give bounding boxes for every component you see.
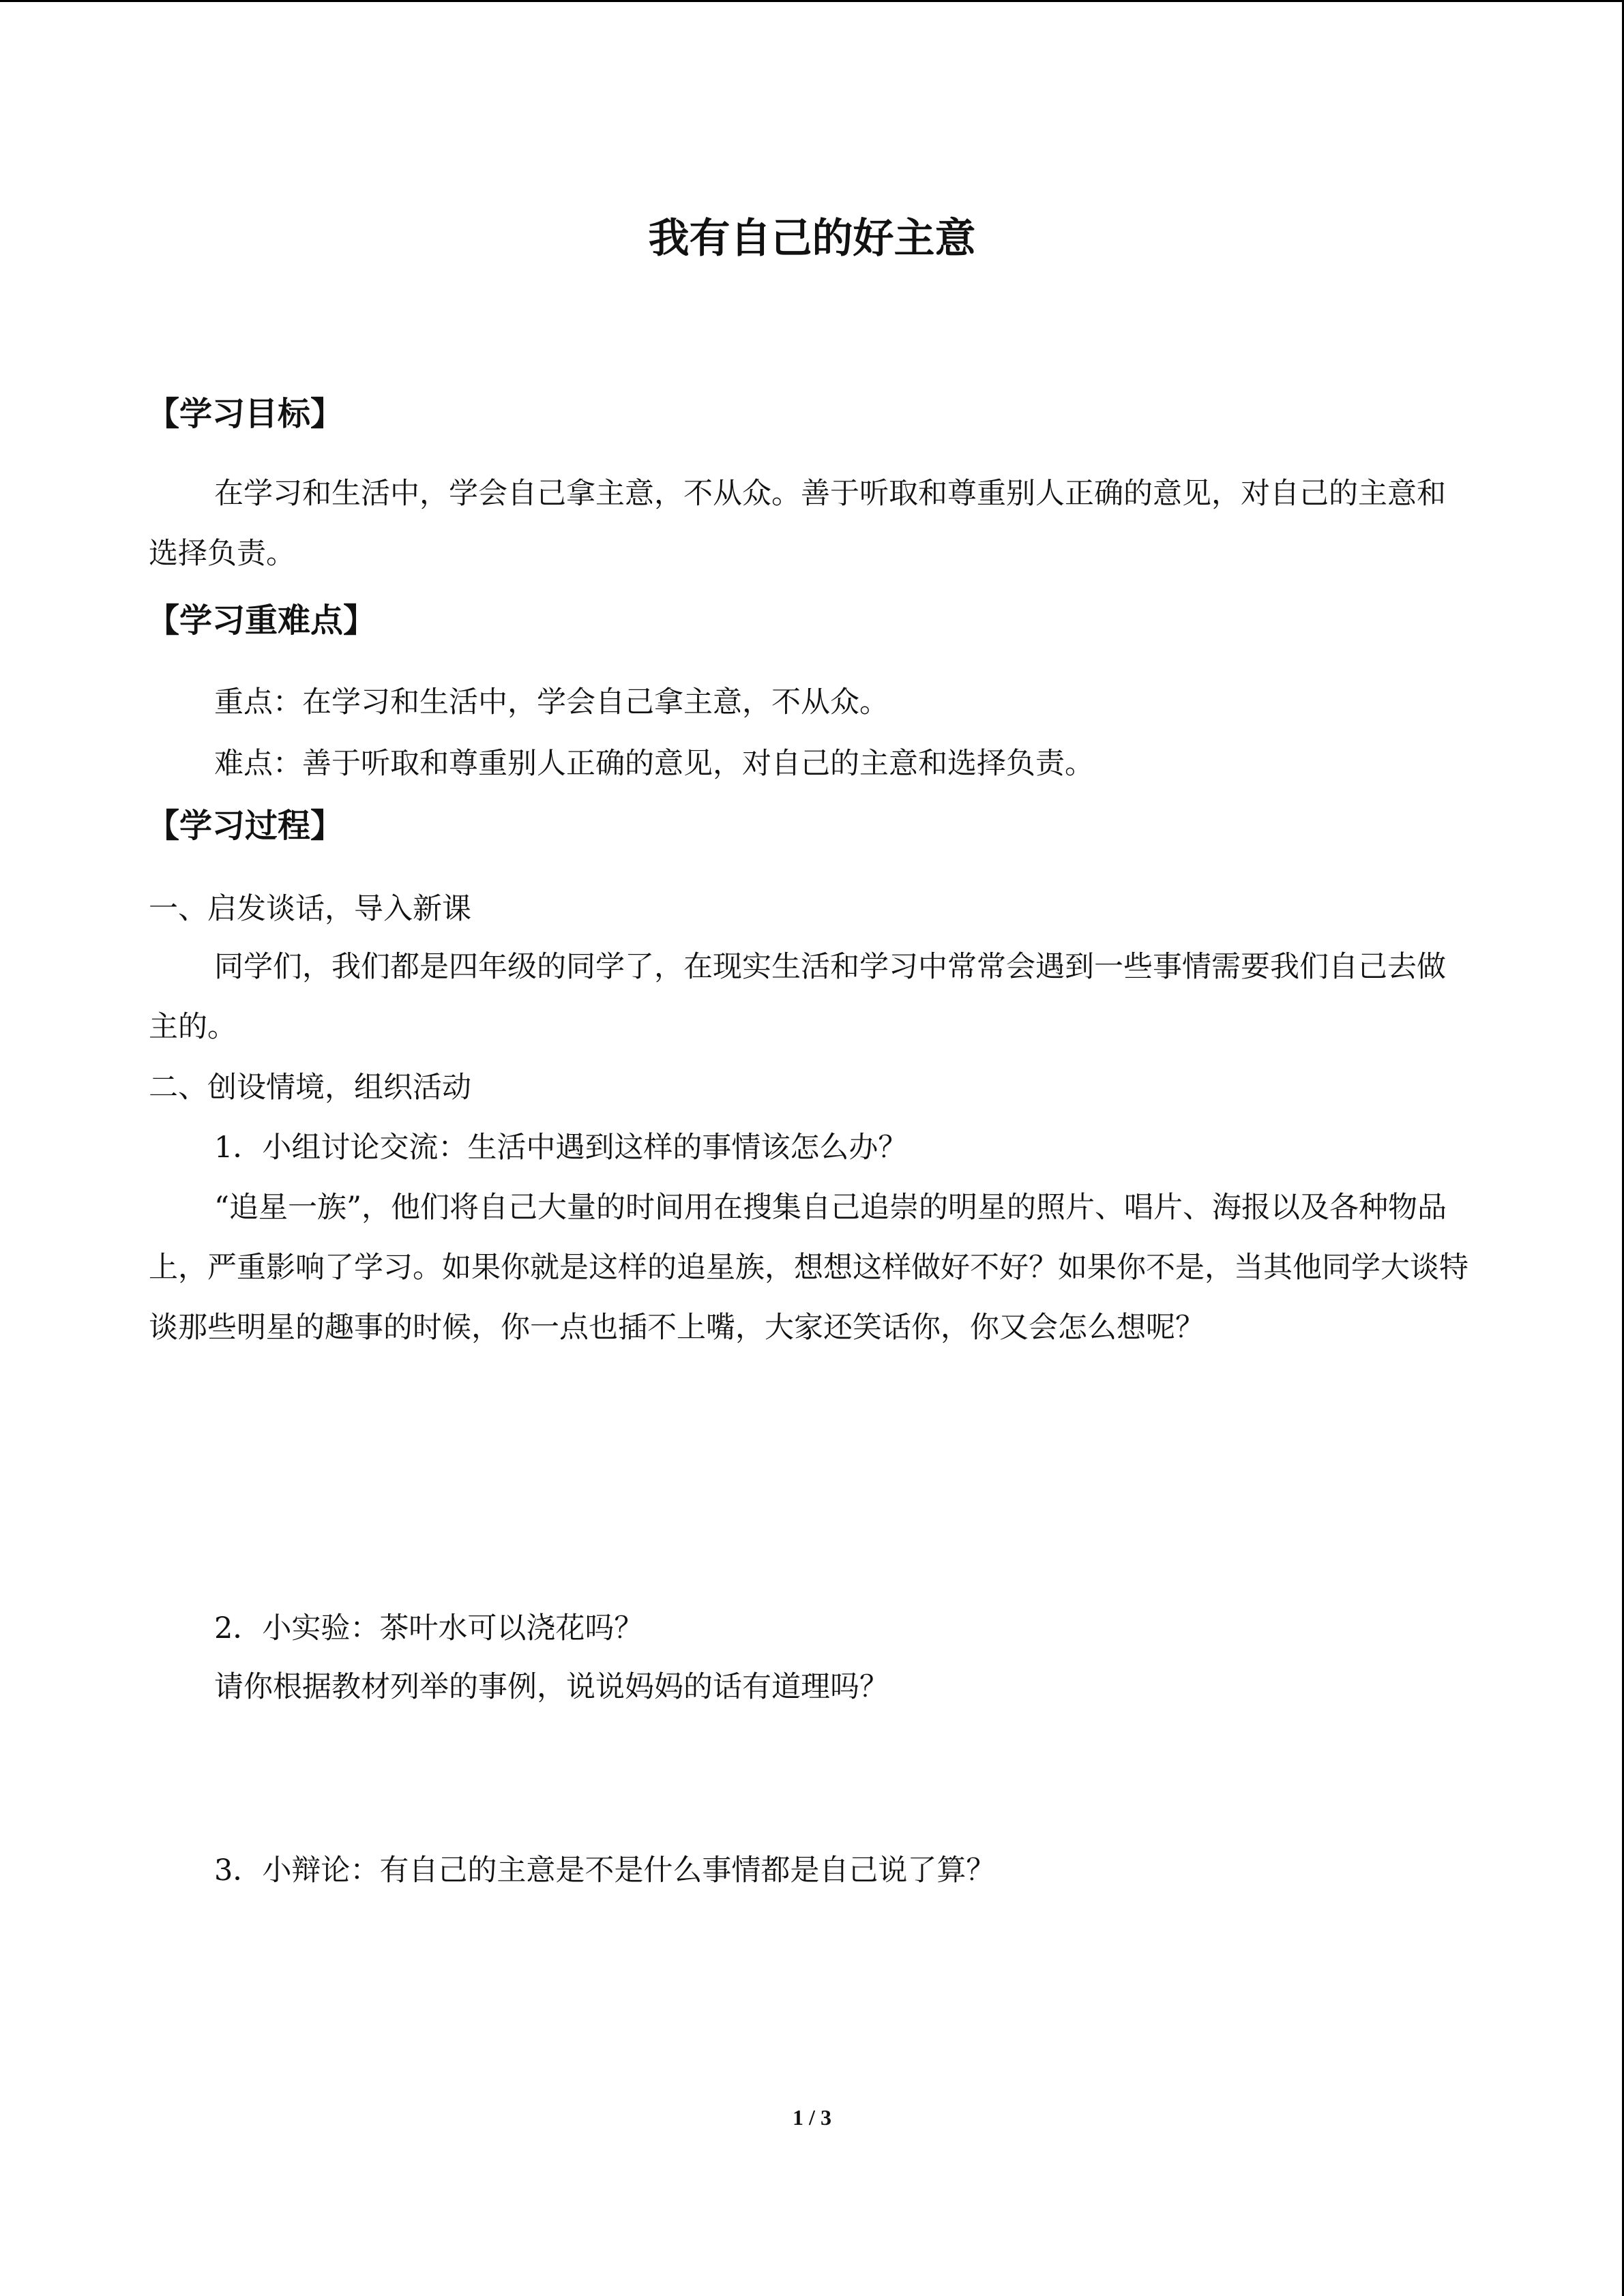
process-part2-title: 二、创设情境，组织活动 (149, 1071, 471, 1105)
process-item2-title: 2．小实验：茶叶水可以浇花吗？ (214, 1611, 644, 1645)
process-item3-title: 3．小辩论：有自己的主意是不是什么事情都是自己说了算？ (214, 1853, 996, 1888)
page-number: 1 / 3 (793, 2105, 831, 2130)
heading-process: 【学习过程】 (147, 807, 344, 845)
process-item1-text: “追星一族”，他们将自己大量的时间用在搜集自己追崇的明星的照片、唱片、海报以及各种物品上，严重影响了学习。如果你就是这样的追星族，想想这样做好不好？如果你不是，当其他同学大谈特谈那些明星的趣事的时候，你一点也插不上嘴，大家还笑话你，你又会怎么想呢？ (149, 1191, 1468, 1345)
objectives-text: 在学习和生活中，学会自己拿主意，不从众。善于听取和尊重别人正确的意见，对自己的主意和选择负责。 (149, 477, 1446, 571)
process-item2-text: 请你根据教材列举的事例，说说妈妈的话有道理吗？ (214, 1670, 889, 1704)
key-points-difficulty: 难点：善于听取和尊重别人正确的意见，对自己的主意和选择负责。 (214, 747, 1094, 781)
process-part1-text: 同学们，我们都是四年级的同学了，在现实生活和学习中常常会遇到一些事情需要我们自己去做主的。 (149, 950, 1446, 1044)
heading-key-points: 【学习重难点】 (147, 601, 377, 640)
document-title: 我有自己的好主意 (648, 215, 976, 263)
key-points-focus: 重点：在学习和生活中，学会自己拿主意，不从众。 (214, 685, 889, 719)
process-item1-title: 1．小组讨论交流：生活中遇到这样的事情该怎么办？ (214, 1131, 908, 1165)
heading-objectives: 【学习目标】 (147, 395, 344, 433)
process-part1-title: 一、启发谈话，导入新课 (149, 892, 471, 926)
